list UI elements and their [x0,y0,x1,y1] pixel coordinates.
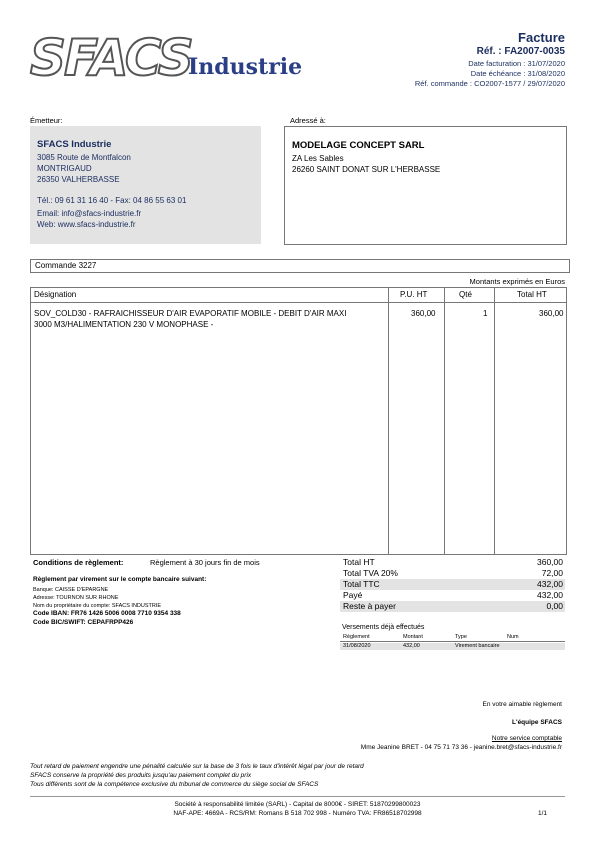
total-label: Total TVA 20% [343,568,398,578]
invoice-title: Facture [518,30,565,45]
header-total: Total HT [517,290,547,299]
total-label: Payé [343,590,363,600]
closing-team: L'équipe SFACS [512,719,562,726]
recipient-label: Adressé à: [290,116,326,125]
order-ref: Réf. commande : CO2007-1577 / 29/07/2020 [414,79,565,88]
bank-address: Adresse: TOURNON SUR RHONE [33,595,119,601]
logo-main-text: SFACS [30,29,192,87]
bank-name: Banque: CAISSE D'EPARGNE [33,587,109,593]
payments-header-row [340,634,565,642]
column-divider [494,288,495,554]
payment-amount: 432,00 [403,643,420,649]
currency-note: Montants exprimés en Euros [469,277,565,286]
column-divider [388,288,389,554]
recipient-box [284,126,567,245]
payment-type: Virement bancaire [455,643,500,649]
total-row [340,557,565,568]
total-label: Total HT [343,557,375,567]
payments-made-title: Versements déjà effectués [342,624,425,631]
payments-header: Type [455,634,467,640]
header-designation: Désignation [34,290,77,299]
emitter-address-line: MONTRIGAUD [37,164,92,173]
bank-iban: Code IBAN: FR76 1426 5006 0008 7710 9354 338 [33,610,181,617]
company-logo [30,30,320,90]
emitter-email[interactable]: Email: info@sfacs-industrie.fr [37,209,142,218]
emitter-website[interactable]: Web: www.sfacs-industrie.fr [37,220,136,229]
logo-sub-text: Industrie [188,54,303,80]
bank-owner: Nom du propriétaire du compte: SFACS INDUSTRIE [33,603,162,609]
legal-line: SFACS conserve la propriété des produits jusqu'au paiement complet du prix [30,772,252,779]
footer-company-info: Société à responsabilité limitée (SARL) - Capital de 8000€ - SIRET: 51870299800023 [174,801,421,808]
column-divider [444,288,445,554]
payment-conditions-value: Règlement à 30 jours fin de mois [150,558,260,567]
invoice-ref: Réf. : FA2007-0035 [476,46,565,57]
items-table [30,287,567,555]
recipient-address-line: 26260 SAINT DONAT SUR L'HERBASSE [292,165,441,174]
emitter-address-line: 26350 VALHERBASSE [37,175,120,184]
total-row [340,579,565,590]
emitter-name: SFACS Industrie [37,139,112,150]
due-date: Date échéance : 31/08/2020 [470,69,565,78]
total-value: 0,00 [546,601,563,611]
recipient-address-line: ZA Les Sables [292,154,344,163]
total-value: 360,00 [537,557,563,567]
total-row [340,590,565,601]
bank-transfer-label: Règlement par virement sur le compte bancaire suivant: [33,576,207,583]
total-value: 432,00 [537,590,563,600]
emitter-box [30,126,261,244]
header-unit-price: P.U. HT [400,290,428,299]
emitter-address-line: 3085 Route de Montfalcon [37,153,131,162]
table-header-row [31,288,566,303]
invoice-date: Date facturation : 31/07/2020 [468,59,565,68]
emitter-label: Émetteur: [30,116,63,125]
row-unit-price: 360,00 [411,309,436,318]
closing-service: Notre service comptable [491,735,562,742]
row-designation: 3000 M3/HALIMENTATION 230 V MONOPHASE - [34,320,214,329]
header-quantity: Qté [459,290,472,299]
total-label: Reste à payer [343,601,396,611]
row-total: 360,00 [539,309,564,318]
legal-line: Tout retard de paiement engendre une pénalité calculée sur la base de 3 fois le taux d'intérêt légal par jour de retard [30,763,364,770]
bank-bic: Code BIC/SWIFT: CEPAFRPP426 [33,619,134,626]
recipient-name: MODELAGE CONCEPT SARL [292,140,425,151]
closing-greeting: En votre aimable règlement [482,701,562,708]
total-label: Total TTC [343,579,380,589]
footer-divider [30,796,565,797]
total-value: 72,00 [541,568,563,578]
payments-header: Règlement [343,634,370,640]
emitter-phone: Tél.: 09 61 31 16 40 - Fax: 04 86 55 63 01 [37,196,187,205]
legal-line: Tous différents sont de la compétence exclusive du tribunal de commerce du siège social de SFACS [30,781,319,788]
total-row [340,601,565,612]
payment-conditions-label: Conditions de règlement: [33,558,124,567]
payment-date: 31/08/2020 [343,643,371,649]
row-quantity: 1 [483,309,488,318]
footer-registration-info: NAF-APE: 4669A - RCS/RM: Romans B 518 702 998 - Numéro TVA: FR86518702998 [173,810,422,817]
total-value: 432,00 [537,579,563,589]
total-row [340,568,565,579]
table-row [340,643,565,650]
invoice-header [415,30,565,89]
order-number: Commande 3227 [30,259,570,273]
payments-header: Montant [403,634,423,640]
row-designation: SOV_COLD30 - RAFRAICHISSEUR D'AIR EVAPORATIF MOBILE - DEBIT D'AIR MAXI [34,309,347,318]
page-number: 1/1 [537,810,547,817]
payments-header: Num [507,634,519,640]
closing-contact: Mme Jeanine BRET - 04 75 71 73 36 - jeanine.bret@sfacs-industrie.fr [360,744,562,751]
